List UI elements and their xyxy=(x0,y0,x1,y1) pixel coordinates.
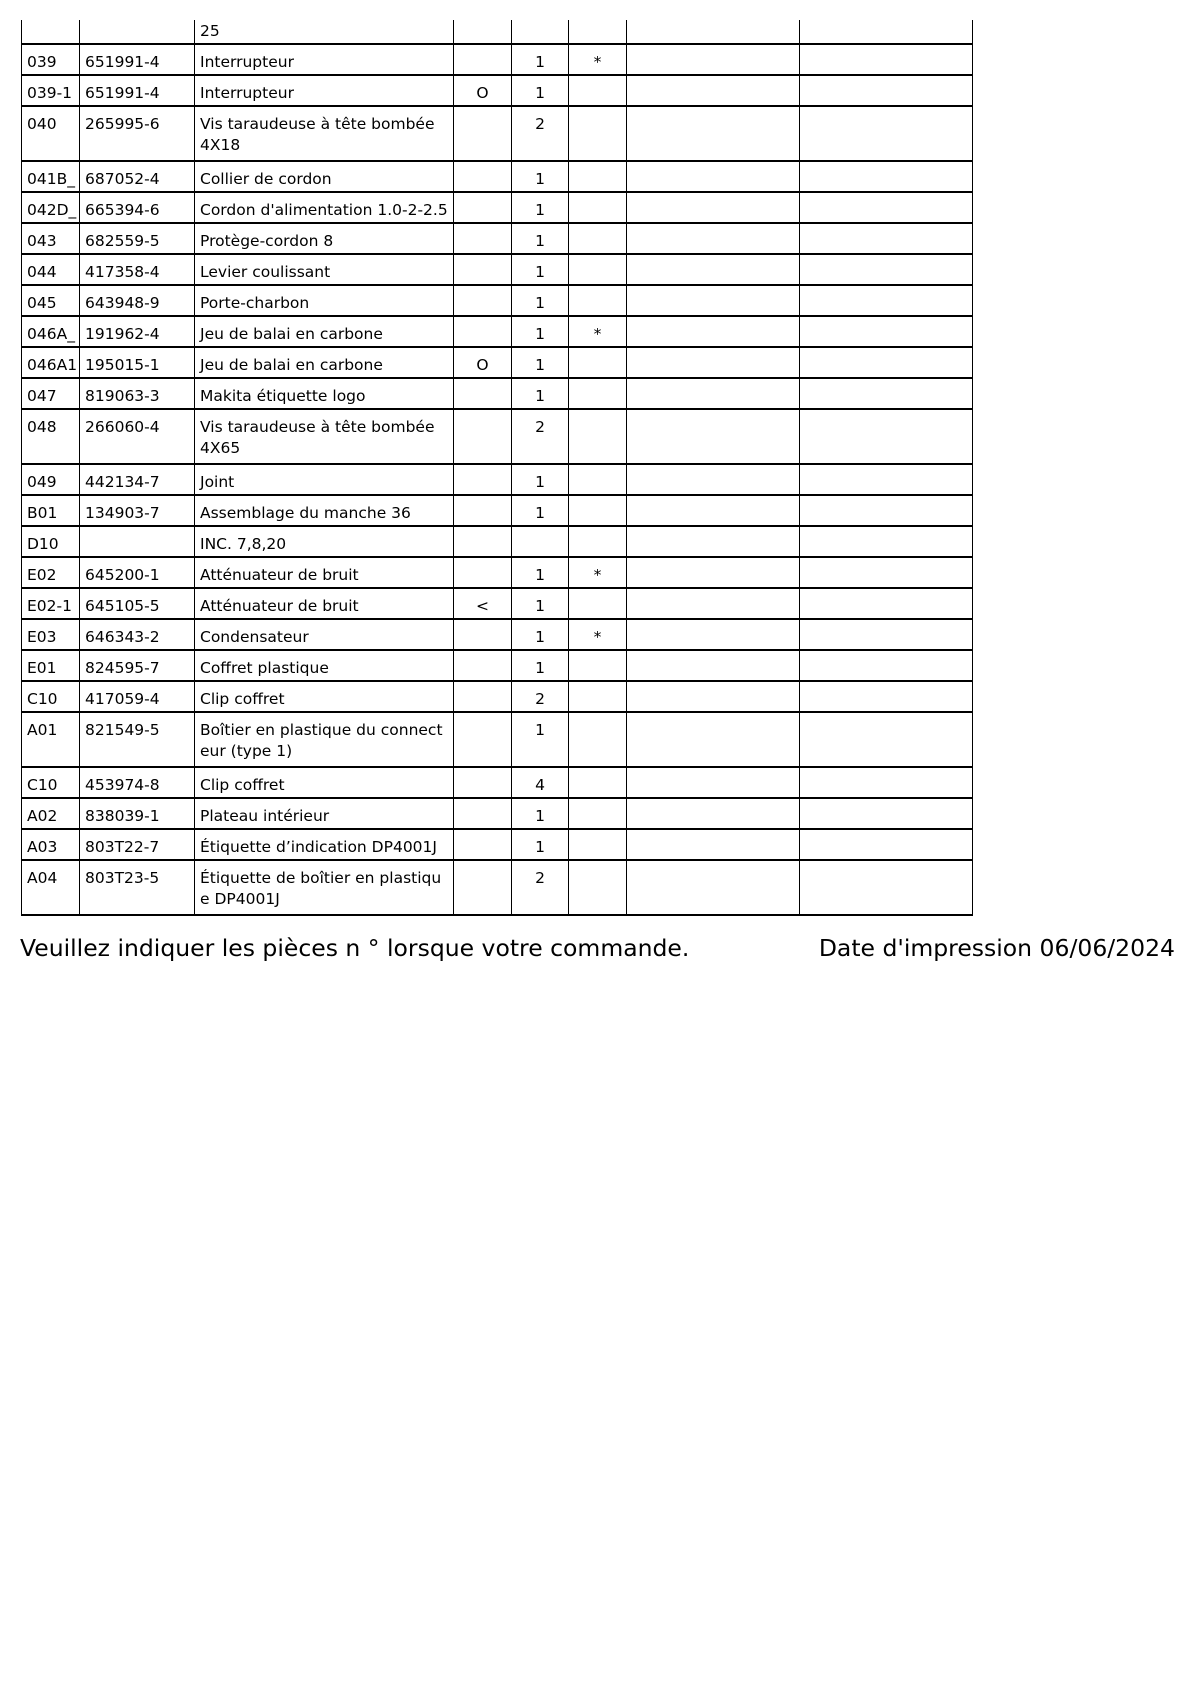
mark-cell: O xyxy=(454,347,512,378)
item-number-cell: A01 xyxy=(22,712,80,767)
empty-cell xyxy=(627,192,800,223)
description-cell: Clip coffret xyxy=(195,681,454,712)
part-number-cell: 821549-5 xyxy=(80,712,195,767)
empty-cell xyxy=(800,619,973,650)
table-row xyxy=(22,829,973,860)
table-row xyxy=(22,20,973,44)
empty-cell xyxy=(627,464,800,495)
table-row xyxy=(22,285,973,316)
empty-cell xyxy=(800,860,973,915)
description-cell: Vis taraudeuse à tête bombée 4X18 xyxy=(195,106,454,161)
item-number-cell: 047 xyxy=(22,378,80,409)
empty-cell xyxy=(627,767,800,798)
star-cell xyxy=(569,254,627,285)
star-cell xyxy=(569,285,627,316)
empty-cell xyxy=(627,619,800,650)
empty-cell xyxy=(627,161,800,192)
mark-cell xyxy=(454,798,512,829)
mark-cell xyxy=(454,767,512,798)
table-row xyxy=(22,495,973,526)
quantity-cell: 2 xyxy=(512,681,569,712)
empty-cell xyxy=(627,254,800,285)
part-number-cell: 651991-4 xyxy=(80,75,195,106)
empty-cell xyxy=(800,347,973,378)
description-cell: 25 xyxy=(195,20,454,44)
mark-cell xyxy=(454,650,512,681)
table-row xyxy=(22,378,973,409)
mark-cell xyxy=(454,829,512,860)
empty-cell xyxy=(800,75,973,106)
empty-cell xyxy=(627,106,800,161)
mark-cell xyxy=(454,106,512,161)
description-cell: Makita étiquette logo xyxy=(195,378,454,409)
description-cell: Levier coulissant xyxy=(195,254,454,285)
table-row xyxy=(22,106,973,161)
empty-cell xyxy=(800,464,973,495)
star-cell xyxy=(569,495,627,526)
mark-cell xyxy=(454,464,512,495)
table-row xyxy=(22,409,973,464)
item-number-cell: 049 xyxy=(22,464,80,495)
description-cell: Atténuateur de bruit xyxy=(195,557,454,588)
star-cell xyxy=(569,347,627,378)
empty-cell xyxy=(627,44,800,75)
quantity-cell: 1 xyxy=(512,254,569,285)
item-number-cell xyxy=(22,20,80,44)
empty-cell xyxy=(800,650,973,681)
empty-cell xyxy=(800,712,973,767)
empty-cell xyxy=(800,557,973,588)
table-row xyxy=(22,192,973,223)
empty-cell xyxy=(800,285,973,316)
part-number-cell: 803T23-5 xyxy=(80,860,195,915)
star-cell xyxy=(569,650,627,681)
description-cell: Jeu de balai en carbone xyxy=(195,347,454,378)
part-number-cell: 442134-7 xyxy=(80,464,195,495)
item-number-cell: B01 xyxy=(22,495,80,526)
part-number-cell xyxy=(80,20,195,44)
item-number-cell: E01 xyxy=(22,650,80,681)
star-cell: * xyxy=(569,557,627,588)
description-cell: Porte-charbon xyxy=(195,285,454,316)
part-number-cell: 195015-1 xyxy=(80,347,195,378)
part-number-cell: 682559-5 xyxy=(80,223,195,254)
empty-cell xyxy=(627,829,800,860)
empty-cell xyxy=(627,495,800,526)
star-cell xyxy=(569,409,627,464)
part-number-cell xyxy=(80,526,195,557)
quantity-cell: 1 xyxy=(512,44,569,75)
table-row xyxy=(22,681,973,712)
star-cell xyxy=(569,767,627,798)
part-number-cell: 646343-2 xyxy=(80,619,195,650)
item-number-cell: 045 xyxy=(22,285,80,316)
empty-cell xyxy=(800,254,973,285)
empty-cell xyxy=(627,798,800,829)
description-cell: Collier de cordon xyxy=(195,161,454,192)
empty-cell xyxy=(800,106,973,161)
table-row xyxy=(22,464,973,495)
mark-cell xyxy=(454,495,512,526)
part-number-cell: 453974-8 xyxy=(80,767,195,798)
mark-cell xyxy=(454,526,512,557)
mark-cell xyxy=(454,254,512,285)
description-cell: Boîtier en plastique du connecteur (type 1) xyxy=(195,712,454,767)
quantity-cell: 1 xyxy=(512,588,569,619)
star-cell xyxy=(569,223,627,254)
table-row xyxy=(22,557,973,588)
item-number-cell: 041B_ xyxy=(22,161,80,192)
order-instruction-note: Veuillez indiquer les pièces n ° lorsque votre commande. xyxy=(20,934,690,962)
description-cell: Vis taraudeuse à tête bombée 4X65 xyxy=(195,409,454,464)
quantity-cell: 1 xyxy=(512,378,569,409)
part-number-cell: 643948-9 xyxy=(80,285,195,316)
mark-cell xyxy=(454,378,512,409)
empty-cell xyxy=(800,192,973,223)
star-cell xyxy=(569,526,627,557)
description-cell: Interrupteur xyxy=(195,44,454,75)
quantity-cell: 1 xyxy=(512,495,569,526)
item-number-cell: 040 xyxy=(22,106,80,161)
empty-cell xyxy=(627,20,800,44)
empty-cell xyxy=(800,161,973,192)
quantity-cell: 1 xyxy=(512,75,569,106)
quantity-cell: 1 xyxy=(512,712,569,767)
quantity-cell: 1 xyxy=(512,192,569,223)
parts-table-body xyxy=(22,20,973,915)
quantity-cell: 1 xyxy=(512,161,569,192)
quantity-cell: 2 xyxy=(512,409,569,464)
part-number-cell: 803T22-7 xyxy=(80,829,195,860)
table-row xyxy=(22,798,973,829)
mark-cell xyxy=(454,619,512,650)
quantity-cell xyxy=(512,526,569,557)
star-cell xyxy=(569,681,627,712)
quantity-cell: 1 xyxy=(512,650,569,681)
empty-cell xyxy=(627,223,800,254)
empty-cell xyxy=(800,223,973,254)
star-cell xyxy=(569,161,627,192)
empty-cell xyxy=(800,378,973,409)
empty-cell xyxy=(627,316,800,347)
item-number-cell: 048 xyxy=(22,409,80,464)
empty-cell xyxy=(627,712,800,767)
part-number-cell: 265995-6 xyxy=(80,106,195,161)
part-number-cell: 191962-4 xyxy=(80,316,195,347)
table-row xyxy=(22,161,973,192)
empty-cell xyxy=(627,409,800,464)
part-number-cell: 266060-4 xyxy=(80,409,195,464)
star-cell xyxy=(569,860,627,915)
mark-cell xyxy=(454,20,512,44)
mark-cell xyxy=(454,860,512,915)
item-number-cell: 046A_ xyxy=(22,316,80,347)
item-number-cell: E02 xyxy=(22,557,80,588)
mark-cell xyxy=(454,223,512,254)
table-row xyxy=(22,254,973,285)
star-cell: * xyxy=(569,316,627,347)
item-number-cell: E02-1 xyxy=(22,588,80,619)
empty-cell xyxy=(627,860,800,915)
quantity-cell: 2 xyxy=(512,860,569,915)
item-number-cell: A02 xyxy=(22,798,80,829)
empty-cell xyxy=(800,409,973,464)
quantity-cell: 1 xyxy=(512,829,569,860)
mark-cell xyxy=(454,316,512,347)
star-cell xyxy=(569,712,627,767)
quantity-cell: 1 xyxy=(512,798,569,829)
empty-cell xyxy=(627,588,800,619)
table-row xyxy=(22,526,973,557)
table-row xyxy=(22,347,973,378)
quantity-cell: 4 xyxy=(512,767,569,798)
mark-cell: < xyxy=(454,588,512,619)
part-number-cell: 417059-4 xyxy=(80,681,195,712)
mark-cell xyxy=(454,681,512,712)
empty-cell xyxy=(800,526,973,557)
description-cell: Coffret plastique xyxy=(195,650,454,681)
description-cell: Plateau intérieur xyxy=(195,798,454,829)
empty-cell xyxy=(627,526,800,557)
item-number-cell: 039 xyxy=(22,44,80,75)
description-cell: Joint xyxy=(195,464,454,495)
item-number-cell: A04 xyxy=(22,860,80,915)
item-number-cell: E03 xyxy=(22,619,80,650)
empty-cell xyxy=(800,798,973,829)
empty-cell xyxy=(627,650,800,681)
description-cell: Assemblage du manche 36 xyxy=(195,495,454,526)
item-number-cell: 039-1 xyxy=(22,75,80,106)
mark-cell xyxy=(454,712,512,767)
description-cell: Interrupteur xyxy=(195,75,454,106)
table-row xyxy=(22,650,973,681)
empty-cell xyxy=(627,681,800,712)
mark-cell xyxy=(454,409,512,464)
empty-cell xyxy=(800,44,973,75)
part-number-cell: 134903-7 xyxy=(80,495,195,526)
quantity-cell: 1 xyxy=(512,619,569,650)
star-cell xyxy=(569,378,627,409)
empty-cell xyxy=(627,557,800,588)
mark-cell xyxy=(454,192,512,223)
part-number-cell: 645105-5 xyxy=(80,588,195,619)
table-row xyxy=(22,316,973,347)
empty-cell xyxy=(627,75,800,106)
item-number-cell: C10 xyxy=(22,681,80,712)
star-cell: * xyxy=(569,619,627,650)
empty-cell xyxy=(627,285,800,316)
description-cell: INC. 7,8,20 xyxy=(195,526,454,557)
empty-cell xyxy=(800,681,973,712)
empty-cell xyxy=(627,347,800,378)
star-cell xyxy=(569,20,627,44)
part-number-cell: 819063-3 xyxy=(80,378,195,409)
mark-cell xyxy=(454,161,512,192)
part-number-cell: 838039-1 xyxy=(80,798,195,829)
description-cell: Atténuateur de bruit xyxy=(195,588,454,619)
item-number-cell: 043 xyxy=(22,223,80,254)
description-cell: Protège-cordon 8 xyxy=(195,223,454,254)
table-row xyxy=(22,223,973,254)
empty-cell xyxy=(800,829,973,860)
print-date: Date d'impression 06/06/2024 xyxy=(818,934,1175,962)
part-number-cell: 687052-4 xyxy=(80,161,195,192)
item-number-cell: 044 xyxy=(22,254,80,285)
star-cell xyxy=(569,798,627,829)
part-number-cell: 824595-7 xyxy=(80,650,195,681)
star-cell: * xyxy=(569,44,627,75)
star-cell xyxy=(569,829,627,860)
part-number-cell: 417358-4 xyxy=(80,254,195,285)
description-cell: Étiquette d’indication DP4001J xyxy=(195,829,454,860)
table-row xyxy=(22,44,973,75)
empty-cell xyxy=(800,20,973,44)
quantity-cell: 1 xyxy=(512,316,569,347)
quantity-cell: 1 xyxy=(512,464,569,495)
item-number-cell: A03 xyxy=(22,829,80,860)
quantity-cell: 1 xyxy=(512,347,569,378)
star-cell xyxy=(569,75,627,106)
empty-cell xyxy=(800,588,973,619)
empty-cell xyxy=(800,767,973,798)
table-row xyxy=(22,588,973,619)
table-row xyxy=(22,767,973,798)
description-cell: Jeu de balai en carbone xyxy=(195,316,454,347)
empty-cell xyxy=(800,316,973,347)
part-number-cell: 665394-6 xyxy=(80,192,195,223)
description-cell: Cordon d'alimentation 1.0-2-2.5 xyxy=(195,192,454,223)
part-number-cell: 651991-4 xyxy=(80,44,195,75)
star-cell xyxy=(569,192,627,223)
empty-cell xyxy=(800,495,973,526)
quantity-cell: 1 xyxy=(512,223,569,254)
table-row xyxy=(22,75,973,106)
quantity-cell xyxy=(512,20,569,44)
mark-cell: O xyxy=(454,75,512,106)
mark-cell xyxy=(454,557,512,588)
description-cell: Condensateur xyxy=(195,619,454,650)
part-number-cell: 645200-1 xyxy=(80,557,195,588)
star-cell xyxy=(569,588,627,619)
parts-table xyxy=(21,20,973,916)
quantity-cell: 1 xyxy=(512,285,569,316)
table-row xyxy=(22,619,973,650)
description-cell: Clip coffret xyxy=(195,767,454,798)
empty-cell xyxy=(627,378,800,409)
star-cell xyxy=(569,106,627,161)
item-number-cell: C10 xyxy=(22,767,80,798)
star-cell xyxy=(569,464,627,495)
item-number-cell: D10 xyxy=(22,526,80,557)
description-cell: Étiquette de boîtier en plastique DP4001J xyxy=(195,860,454,915)
item-number-cell: 046A1 xyxy=(22,347,80,378)
table-row xyxy=(22,712,973,767)
item-number-cell: 042D_ xyxy=(22,192,80,223)
quantity-cell: 1 xyxy=(512,557,569,588)
table-row xyxy=(22,860,973,915)
mark-cell xyxy=(454,285,512,316)
mark-cell xyxy=(454,44,512,75)
quantity-cell: 2 xyxy=(512,106,569,161)
